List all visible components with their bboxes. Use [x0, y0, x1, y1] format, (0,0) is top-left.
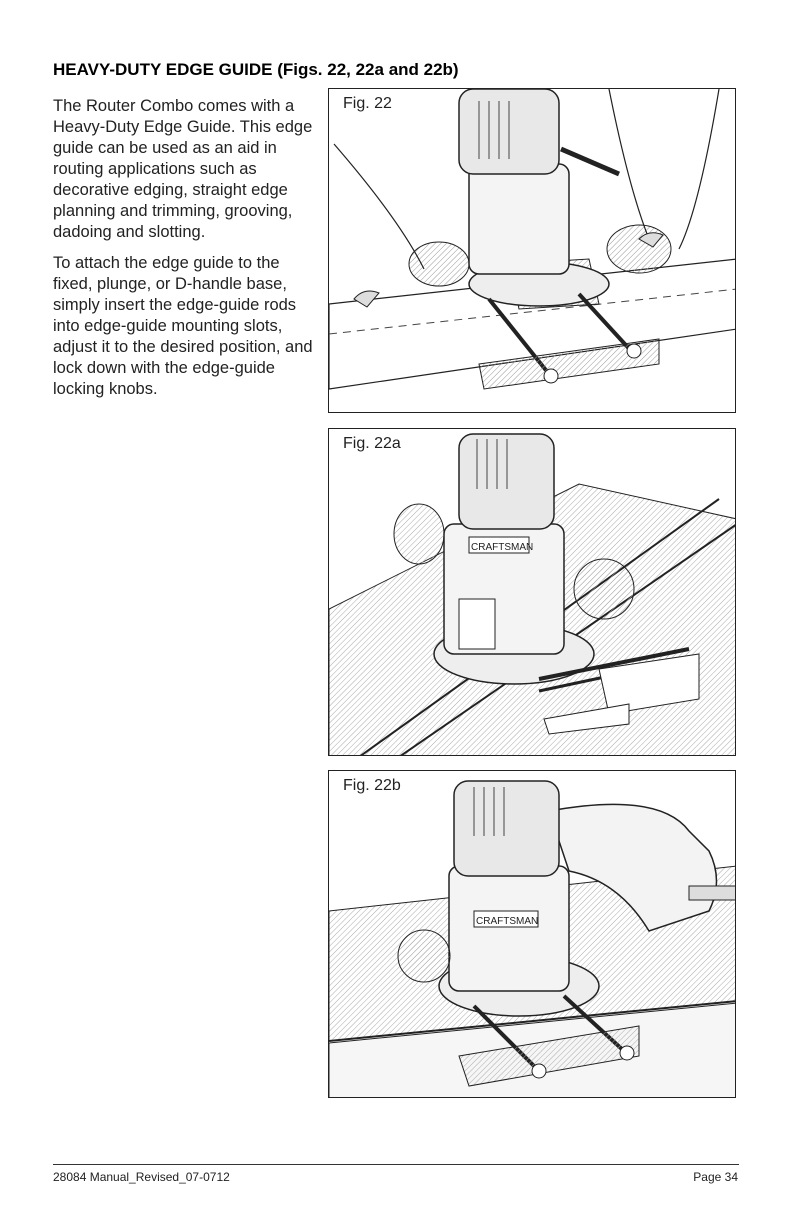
figure-22: [328, 88, 736, 413]
figure-22-illustration: [329, 89, 736, 413]
figure-22a-label: Fig. 22a: [343, 435, 401, 452]
figure-22a-brand: CRAFTSMAN: [471, 542, 534, 553]
figure-22b-label: Fig. 22b: [343, 777, 401, 794]
figure-22a: [328, 428, 736, 756]
figure-22b: [328, 770, 736, 1098]
paragraph-intro: The Router Combo comes with a Heavy-Duty Edge Guide. This edge guide can be used as an aid in routing applications such as decorative edging, straight edge planning and trimming, grooving, dadoing and slotting.: [53, 97, 313, 241]
section-heading-bold: HEAVY-DUTY EDGE GUIDE: [53, 60, 273, 79]
body-text: [53, 96, 315, 410]
figure-22b-brand: CRAFTSMAN: [476, 916, 539, 927]
section-heading-figs: (Figs. 22, 22a and 22b): [272, 60, 459, 79]
page-number: Page 34: [693, 1170, 738, 1184]
figure-22a-illustration: [329, 429, 736, 756]
paragraph-attach: To attach the edge guide to the fixed, plunge, or D-handle base, simply insert the edge-guide rods into edge-guide mounting slots, adjust it to the desired position, and lock down with the edge-guide locking knobs.: [53, 254, 313, 398]
footer-document-id: 28084 Manual_Revised_07-0712: [53, 1170, 230, 1184]
figure-22-label: Fig. 22: [343, 95, 392, 112]
figure-22b-illustration: [329, 771, 736, 1098]
section-heading: [53, 60, 459, 80]
footer-divider: [53, 1164, 739, 1165]
